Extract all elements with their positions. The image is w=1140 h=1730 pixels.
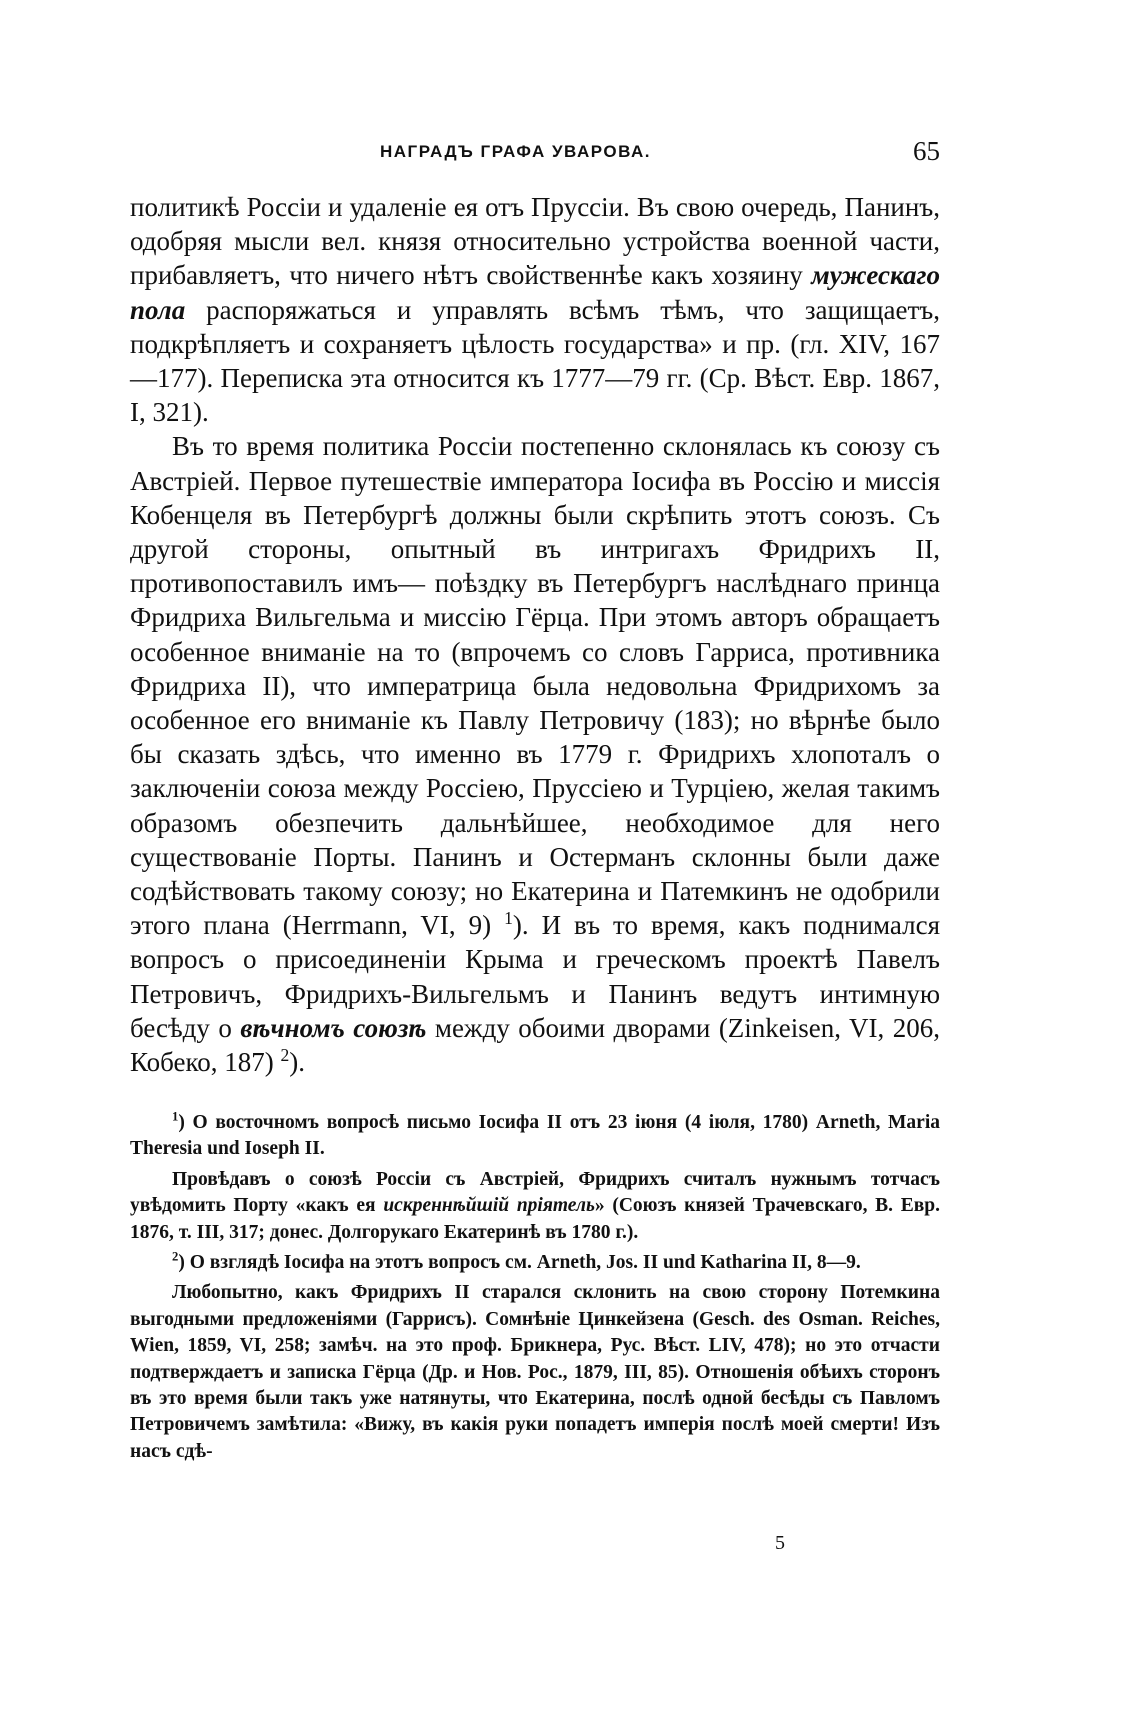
footnote-2-mark: 2 <box>172 1249 179 1264</box>
paragraph-2-text-a: Въ то время политика Россіи постепенно склонялась къ союзу съ Австріей. Первое путешествіе императора Іосифа въ Россію и миссія Кобенцеля въ Петербургѣ должны были скрѣпить этотъ союзъ. Съ другой стороны, опытный въ интригахъ Фридрихъ II, противопоставилъ имъ— поѣздку въ Петербургъ наслѣднаго принца Фридриха Вильгельма и миссію Гёрца. При этомъ авторъ обращаетъ особенное вниманіе на то (впрочемъ со словъ Гарриса, противника Фридриха II), что императрица была недовольна Фридрихомъ за особенное его вниманіе къ Павлу Петровичу (183); но вѣрнѣе было бы сказать здѣсь, что именно въ 1779 г. Фридрихъ хлопоталъ о заключеніи союза между Россіею, Пруссіею и Турціею, желая такимъ образомъ обезпечить дальнѣйшее, необходимое для него существованіе Порты. Панинъ и Остерманъ склонны были даже содѣйствовать такому союзу; но Екатерина и Патемкинъ не одобрили этого плана (Herrmann, VI, 9) <box>130 431 940 941</box>
paragraph-2-text-d: ). <box>289 1047 306 1078</box>
footnote-1 <box>130 1110 940 1163</box>
page-number: 65 <box>913 136 940 166</box>
footnote-1-mark: 1 <box>172 1109 179 1124</box>
paragraph-1-text-a: политикѣ Россіи и удаленіе ея отъ Пруссіи. Въ свою очередь, Панинъ, одобряя мысли вел. князя относительно устройства военной части, прибавляетъ, что ничего нѣтъ свойственнѣе какъ хозяину <box>130 192 940 291</box>
paragraph-2-text-c: между обоими дворами (Zinkeisen, VI, 206, Кобеко, 187) <box>130 1012 940 1078</box>
footnote-1b-emphasis: искреннѣйшій пріятель <box>383 1195 595 1217</box>
paragraph-1-text-b: распоряжаться и управлять всѣмъ тѣмъ, что защищаетъ, подкрѣпляетъ и сохраняетъ цѣлость государства» и пр. (гл. XIV, 167—177). Переписка эта относится къ 1777—79 гг. (Ср. Вѣст. Евр. 1867, I, 321). <box>130 294 940 428</box>
footnote-2b-text: Любопытно, какъ Фридрихъ II старался склонить на свою сторону Потемкина выгодными предложеніями (Гаррисъ). Сомнѣніе Цинкейзена (Gesch. des Osman. Reiches, Wien, 1859, VI, 258; замѣч. на это проф. Брикнера, Рус. Вѣст. LIV, 478); но это отчасти подтверждаетъ и записка Гёрца (Др. и Нов. Рос., 1879, III, 85). Отношенія обѣихъ сторонъ въ это время были такъ уже натянуты, что Екатерина, послѣ одной бесѣды съ Павломъ Петровичемъ замѣтила: «Вижу, въ какія руки попадетъ имперія послѣ моей смерти! Изъ насъ сдѣ- <box>130 1282 940 1462</box>
footnote-2 <box>130 1250 940 1276</box>
paragraph-2-text-b: ). И въ то время, какъ поднимался вопросъ о присоединеніи Крыма и греческомъ проектѣ Павелъ Петровичъ, Фридрихъ-Вильгельмъ и Панинъ ведутъ интимную бесѣду о <box>130 910 940 1043</box>
paragraph-2 <box>130 429 940 1079</box>
running-title: НАГРАДЪ ГРАФА УВАРОВА. <box>380 142 652 161</box>
paragraph-1 <box>130 190 940 429</box>
footnote-2-text: ) О взглядѣ Іосифа на этотъ вопросъ см. Arneth, Jos. II und Katharina II, 8—9. <box>178 1252 861 1274</box>
printer-signature: 5 <box>775 1532 785 1554</box>
footnote-ref-2: 2 <box>280 1045 290 1066</box>
paragraph-1-emphasis: мужескаго пола <box>130 260 940 325</box>
footnote-1b-text-a: Провѣдавъ о союзѣ Россіи съ Австріей, Фридрихъ считалъ нужнымъ тотчасъ увѣдомить Порту «какъ ея <box>130 1168 940 1217</box>
main-text <box>130 190 940 1079</box>
paragraph-2-emphasis: вѣчномъ союзѣ <box>240 1012 427 1043</box>
footnote-1b-text-b: » (Союзъ князей Трачевскаго, В. Евр. 1876, т. III, 317; донес. Долгорукаго Екатеринѣ въ 1780 г.). <box>130 1195 941 1243</box>
footnote-ref-1: 1 <box>504 908 513 929</box>
footnotes <box>130 1110 940 1469</box>
footnote-2-continued <box>130 1280 940 1465</box>
page-header <box>130 136 940 172</box>
footnote-1-continued <box>130 1167 940 1246</box>
footnote-1-text: ) О восточномъ вопросѣ письмо Іосифа II отъ 23 іюня (4 іюля, 1780) Arneth, Maria Theresia und Ioseph II. <box>130 1112 940 1160</box>
